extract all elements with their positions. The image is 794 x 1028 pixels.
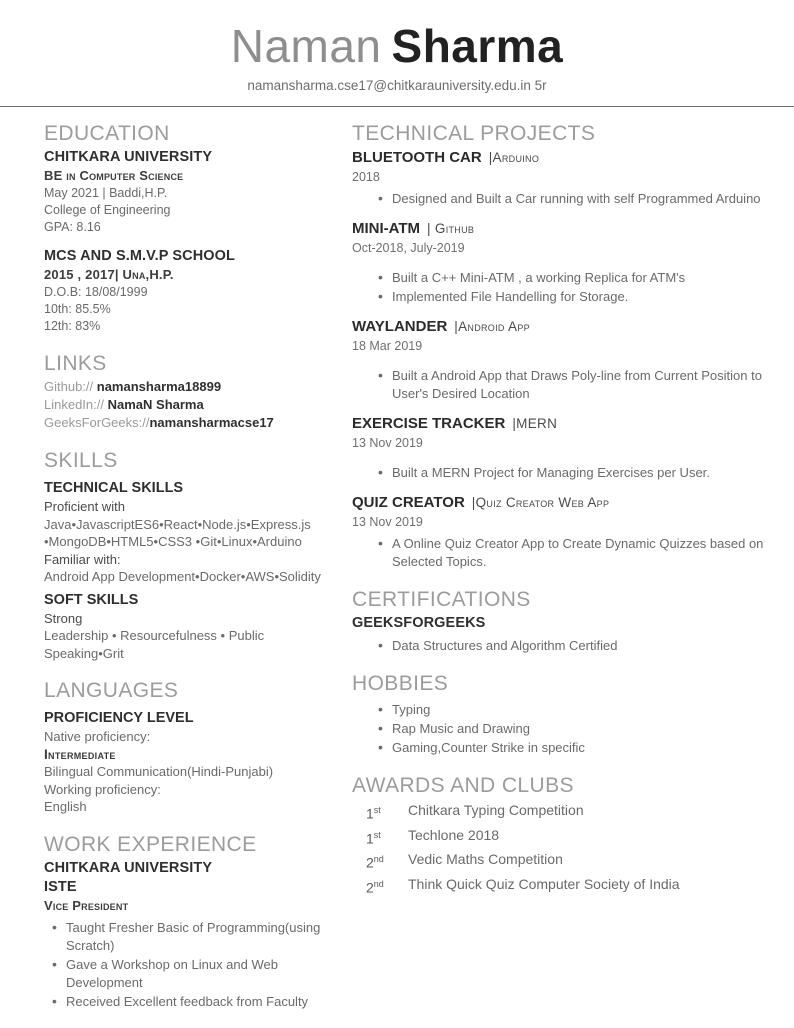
section-certifications: [352, 587, 764, 655]
project-bullet: • A Online Quiz Creator App to Create Dynamic Quizzes based on Selected Topics.: [352, 535, 764, 571]
project-name-text: WAYLANDER: [352, 318, 448, 335]
full-name: [0, 18, 794, 74]
section-technical-projects: [352, 121, 764, 571]
familiar-skills-line: Android App Development•Docker•AWS•Solidity: [44, 569, 321, 584]
project-bullets: [352, 464, 764, 482]
education-dates: [44, 266, 346, 284]
project-tag: |Quiz Creator Web App: [471, 495, 610, 510]
project-entry: [352, 414, 764, 482]
proficient-label: Proficient with: [44, 499, 125, 514]
section-title-work: WORK EXPERIENCE: [44, 832, 257, 856]
education-detail: 12th: 83%: [44, 319, 101, 333]
link-handle: NamaN Sharma: [107, 397, 204, 412]
project-date: 2018: [352, 170, 380, 184]
award-item: [352, 849, 764, 874]
link-handle: namansharmacse17: [149, 415, 274, 430]
work-bullet: • Gave a Workshop on Linux and Web Development: [44, 956, 346, 992]
award-item: [352, 825, 764, 850]
project-entry: [352, 317, 764, 403]
project-bullets: [352, 269, 764, 306]
working-proficiency-label: Working proficiency:: [44, 781, 161, 797]
bilingual-line: Bilingual Communication(Hindi-Punjabi): [44, 764, 274, 779]
project-bullets: [352, 535, 764, 571]
proficient-skills-line: Java•JavascriptES6•React•Node.js•Express.js: [44, 516, 311, 532]
section-title-projects: TECHNICAL PROJECTS: [352, 122, 596, 145]
link-item-github[interactable]: [44, 378, 346, 396]
award-rank: [366, 825, 408, 850]
project-name: [352, 317, 764, 337]
left-column: [0, 121, 352, 1027]
section-languages: [44, 678, 346, 816]
resume-header: [0, 0, 794, 96]
project-bullet: • Built a C++ Mini-ATM , a working Replica for ATM's: [352, 269, 764, 287]
project-tag: |Android App: [454, 319, 530, 334]
spacer: [352, 355, 764, 363]
project-name-text: QUIZ CREATOR: [352, 494, 465, 511]
education-detail: GPA: 8.16: [44, 220, 101, 234]
project-name: [352, 219, 764, 239]
content-columns: [0, 107, 794, 1027]
project-name: [352, 493, 764, 513]
education-detail: College of Engineering: [44, 203, 171, 217]
work-bullet: • Received Excellent feedback from Faculty: [44, 993, 346, 1011]
project-bullet: • Built a Android App that Draws Poly-line from Current Position to User's Desired Location: [352, 367, 764, 403]
award-item: [352, 874, 764, 899]
award-rank: [366, 874, 408, 899]
hobby-item: • Gaming,Counter Strike in specific: [352, 739, 764, 757]
section-links: [44, 351, 346, 432]
hobby-item: • Typing: [352, 701, 764, 719]
native-proficiency-label: Native proficiency:: [44, 729, 151, 744]
proficient-skills-line: •MongoDB•HTML5•CSS3 •Git•Linux•Arduino: [44, 534, 302, 549]
section-title-education: EDUCATION: [44, 122, 170, 145]
native-proficiency-value: Intermediate: [44, 746, 116, 762]
award-rank-number: 1: [366, 805, 374, 822]
section-work-experience: [44, 832, 346, 1011]
education-detail: May 2021 | Baddi,H.P.: [44, 186, 168, 200]
project-entry: [352, 148, 764, 208]
hobbies-list: [352, 701, 764, 757]
section-hobbies: [352, 671, 764, 757]
award-rank-suffix: st: [373, 829, 381, 840]
project-bullet: • Implemented File Handelling for Storage.: [352, 288, 764, 306]
education-entry: [44, 148, 346, 236]
work-bullet: • Taught Fresher Basic of Programming(using Scratch): [44, 919, 346, 955]
project-date: 18 Mar 2019: [352, 339, 423, 353]
project-entry: [352, 493, 764, 571]
project-bullet: • Designed and Built a Car running with self Programmed Arduino: [352, 190, 764, 208]
award-rank: [366, 849, 408, 874]
certification-provider: GEEKSFORGEEKS: [352, 615, 486, 631]
award-name: Vedic Maths Competition: [408, 851, 563, 868]
link-item-geeksforgeeks[interactable]: [44, 414, 346, 432]
award-item: [352, 800, 764, 825]
hobby-item: • Rap Music and Drawing: [352, 720, 764, 738]
section-awards: [352, 773, 764, 899]
award-rank-suffix: nd: [373, 878, 384, 889]
education-school: CHITKARA UNIVERSITY: [44, 149, 213, 165]
education-entry: [44, 247, 346, 335]
project-date: 13 Nov 2019: [352, 515, 423, 529]
soft-skills-heading: SOFT SKILLS: [44, 591, 139, 608]
award-rank-number: 1: [366, 830, 374, 847]
award-name: Techlone 2018: [408, 826, 500, 843]
technical-skills-heading: TECHNICAL SKILLS: [44, 480, 184, 496]
first-name: Naman: [230, 20, 382, 72]
section-title-certifications: CERTIFICATIONS: [352, 588, 531, 611]
work-company: CHITKARA UNIVERSITY: [44, 859, 213, 876]
last-name: Sharma: [391, 20, 564, 72]
education-degree: BE in Computer Science: [44, 168, 184, 183]
work-bullets: [44, 919, 346, 1011]
project-name-text: BLUETOOTH CAR: [352, 149, 482, 166]
award-name: Think Quick Quiz Computer Society of India: [408, 875, 680, 892]
project-tag: |MERN: [512, 416, 558, 431]
link-prefix: GeeksForGeeks://: [44, 415, 150, 430]
section-title-hobbies: HOBBIES: [352, 672, 449, 695]
right-column: [352, 121, 794, 1027]
project-date: 13 Nov 2019: [352, 436, 423, 450]
section-title-languages: LANGUAGES: [44, 679, 179, 702]
project-entry: [352, 219, 764, 306]
spacer: [352, 452, 764, 460]
link-prefix: Github://: [44, 379, 94, 394]
project-bullets: [352, 190, 764, 208]
education-school: MCS AND S.M.V.P SCHOOL: [44, 248, 235, 264]
award-name: Chitkara Typing Competition: [408, 802, 584, 818]
work-org: ISTE: [44, 878, 77, 895]
work-role: Vice President: [44, 897, 129, 913]
education-detail: 10th: 85.5%: [44, 302, 111, 316]
section-title-awards: AWARDS AND CLUBS: [352, 774, 574, 797]
proficiency-level-heading: PROFICIENCY LEVEL: [44, 710, 194, 726]
section-education: [44, 121, 346, 335]
award-rank-number: 2: [366, 879, 374, 896]
education-location: Una,H.P.: [122, 267, 174, 282]
link-item-linkedin[interactable]: [44, 396, 346, 414]
award-rank-suffix: nd: [373, 854, 384, 865]
certification-bullets: [352, 637, 764, 655]
link-prefix: LinkedIn://: [44, 397, 104, 412]
education-detail: D.O.B: 18/08/1999: [44, 285, 148, 299]
project-name: [352, 414, 764, 434]
education-date-range: 2015 , 2017|: [44, 267, 119, 282]
project-name: [352, 148, 764, 168]
project-name-text: EXERCISE TRACKER: [352, 415, 506, 432]
project-tag: | Github: [427, 221, 475, 236]
award-rank-number: 2: [366, 854, 374, 871]
soft-skills-label: Strong: [44, 610, 83, 626]
project-bullets: [352, 367, 764, 403]
section-skills: [44, 448, 346, 662]
project-tag: |Arduino: [488, 150, 540, 165]
soft-skills-line: Leadership • Resourcefulness • Public Speaking•Grit: [44, 628, 265, 661]
section-title-skills: SKILLS: [44, 449, 118, 472]
section-title-links: LINKS: [44, 352, 107, 375]
certification-bullet: • Data Structures and Algorithm Certified: [352, 637, 764, 655]
project-date: Oct-2018, July-2019: [352, 241, 465, 255]
award-rank-suffix: st: [373, 805, 381, 815]
working-proficiency-value: English: [44, 799, 87, 814]
project-bullet: • Built a MERN Project for Managing Exercises per User.: [352, 464, 764, 482]
contact-email: namansharma.cse17@chitkarauniversity.edu.in 5r: [247, 78, 547, 93]
spacer: [352, 257, 764, 265]
link-handle: namansharma18899: [96, 379, 222, 394]
award-rank: [366, 800, 408, 825]
familiar-label: Familiar with:: [44, 551, 121, 567]
project-name-text: MINI-ATM: [352, 220, 421, 237]
